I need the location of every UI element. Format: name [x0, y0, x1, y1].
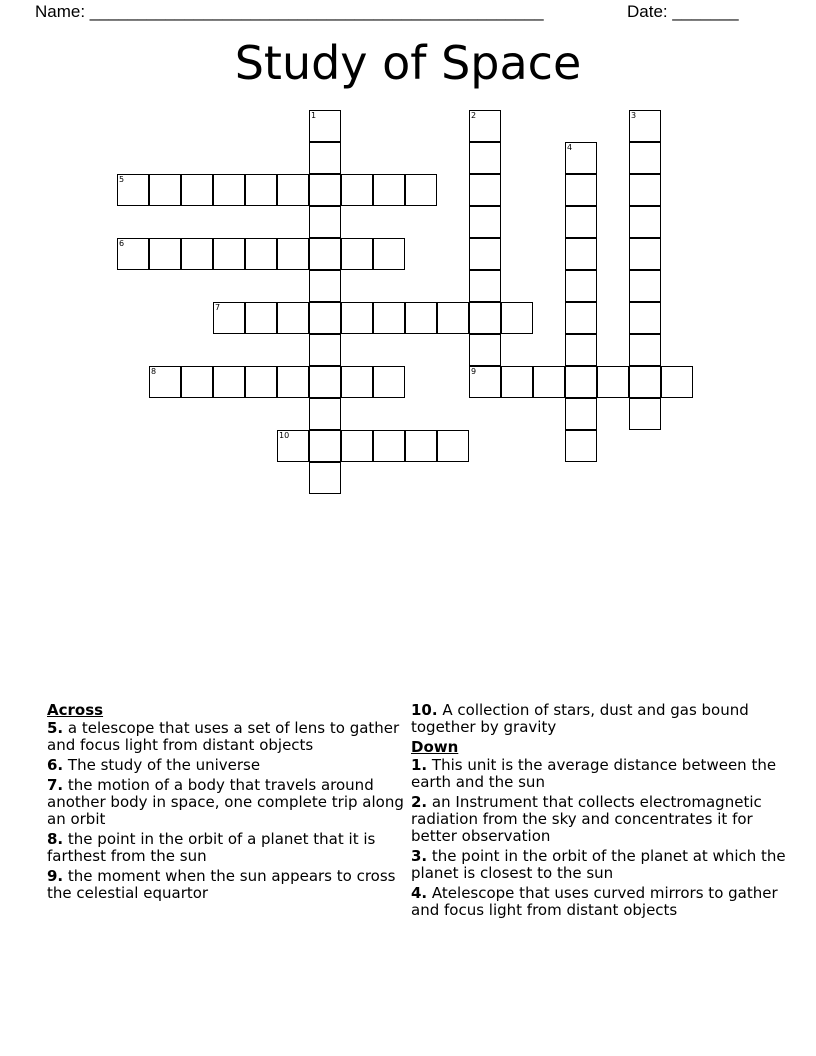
grid-cell[interactable] — [565, 206, 597, 238]
grid-cell[interactable] — [341, 302, 373, 334]
grid-cell[interactable] — [469, 142, 501, 174]
grid-cell[interactable] — [309, 462, 341, 494]
clues-column-left — [47, 702, 407, 905]
clue-down-1: 1. This unit is the average distance between the earth and the sun — [411, 756, 777, 791]
clue-number: 10 — [279, 431, 290, 440]
grid-cell[interactable] — [469, 334, 501, 366]
grid-cell[interactable] — [469, 174, 501, 206]
grid-cell[interactable] — [501, 366, 533, 398]
grid-cell[interactable] — [245, 174, 277, 206]
clue-number: 6 — [119, 239, 125, 248]
grid-cell[interactable] — [309, 238, 341, 270]
grid-cell[interactable] — [309, 110, 341, 142]
grid-cell[interactable] — [277, 238, 309, 270]
clue-across-8: 8. the point in the orbit of a planet that it is farthest from the sun — [47, 830, 376, 865]
grid-cell[interactable] — [341, 366, 373, 398]
grid-cell[interactable] — [373, 238, 405, 270]
grid-cell[interactable] — [629, 398, 661, 430]
grid-cell[interactable] — [629, 110, 661, 142]
clue-across-10: 10. A collection of stars, dust and gas bound together by gravity — [411, 701, 749, 736]
down-heading: Down — [411, 738, 459, 756]
clue-down-3: 3. the point in the orbit of the planet at which the planet is closest to the sun — [411, 847, 786, 882]
grid-cell[interactable] — [309, 206, 341, 238]
grid-cell[interactable] — [629, 334, 661, 366]
grid-cell[interactable] — [629, 206, 661, 238]
grid-cell[interactable] — [181, 174, 213, 206]
clue-number: 7 — [215, 303, 221, 312]
clue-across-9: 9. the moment when the sun appears to cross the celestial equartor — [47, 867, 396, 902]
page-title: Study of Space — [234, 36, 582, 90]
grid-cell[interactable] — [565, 238, 597, 270]
grid-cell[interactable] — [565, 398, 597, 430]
clues-column-right — [411, 702, 791, 922]
grid-cell[interactable] — [181, 366, 213, 398]
grid-cell[interactable] — [469, 206, 501, 238]
clue-number: 3 — [631, 111, 637, 120]
grid-cell[interactable] — [405, 302, 437, 334]
grid-cell[interactable] — [117, 238, 149, 270]
clue-number: 4 — [567, 143, 573, 152]
grid-cell[interactable] — [309, 366, 341, 398]
grid-cell[interactable] — [565, 270, 597, 302]
clue-number: 1 — [311, 111, 317, 120]
grid-cell[interactable] — [565, 430, 597, 462]
grid-cell[interactable] — [341, 238, 373, 270]
grid-cell[interactable] — [309, 142, 341, 174]
grid-cell[interactable] — [405, 174, 437, 206]
name-field[interactable]: Name: ________________________________________________ — [35, 2, 544, 21]
grid-cell[interactable] — [661, 366, 693, 398]
grid-cell[interactable] — [373, 174, 405, 206]
grid-cell[interactable] — [565, 142, 597, 174]
grid-cell[interactable] — [277, 174, 309, 206]
grid-cell[interactable] — [213, 174, 245, 206]
grid-cell[interactable] — [629, 142, 661, 174]
grid-cell[interactable] — [245, 302, 277, 334]
grid-cell[interactable] — [469, 366, 501, 398]
grid-cell[interactable] — [181, 238, 213, 270]
grid-cell[interactable] — [533, 366, 565, 398]
grid-cell[interactable] — [213, 302, 245, 334]
clue-number: 8 — [151, 367, 157, 376]
grid-cell[interactable] — [629, 366, 661, 398]
grid-cell[interactable] — [309, 398, 341, 430]
grid-cell[interactable] — [341, 430, 373, 462]
grid-cell[interactable] — [373, 430, 405, 462]
grid-cell[interactable] — [597, 366, 629, 398]
grid-cell[interactable] — [309, 302, 341, 334]
grid-cell[interactable] — [309, 430, 341, 462]
grid-cell[interactable] — [629, 270, 661, 302]
clue-number: 2 — [471, 111, 477, 120]
grid-cell[interactable] — [437, 430, 469, 462]
grid-cell[interactable] — [117, 174, 149, 206]
grid-cell[interactable] — [469, 270, 501, 302]
grid-cell[interactable] — [309, 334, 341, 366]
date-field[interactable]: Date: _______ — [627, 2, 739, 21]
grid-cell[interactable] — [277, 302, 309, 334]
across-heading: Across — [47, 701, 104, 719]
grid-cell[interactable] — [341, 174, 373, 206]
grid-cell[interactable] — [277, 366, 309, 398]
grid-cell[interactable] — [501, 302, 533, 334]
grid-cell[interactable] — [565, 174, 597, 206]
grid-cell[interactable] — [373, 366, 405, 398]
grid-cell[interactable] — [469, 302, 501, 334]
grid-cell[interactable] — [245, 366, 277, 398]
grid-cell[interactable] — [213, 238, 245, 270]
clue-number: 5 — [119, 175, 125, 184]
grid-cell[interactable] — [405, 430, 437, 462]
grid-cell[interactable] — [629, 302, 661, 334]
grid-cell[interactable] — [373, 302, 405, 334]
grid-cell[interactable] — [245, 238, 277, 270]
grid-cell[interactable] — [149, 174, 181, 206]
grid-cell[interactable] — [437, 302, 469, 334]
clue-number: 9 — [471, 367, 477, 376]
grid-cell[interactable] — [565, 334, 597, 366]
grid-cell[interactable] — [277, 430, 309, 462]
clue-down-4: 4. Atelescope that uses curved mirrors to gather and focus light from distant objects — [411, 884, 778, 919]
crossword-grid — [0, 0, 816, 520]
clue-across-7: 7. the motion of a body that travels around another body in space, one complete trip along an orbit — [47, 776, 404, 828]
clue-down-2: 2. an Instrument that collects electromagnetic radiation from the sky and concentrates it for better observation — [411, 793, 762, 845]
grid-cell[interactable] — [469, 110, 501, 142]
grid-cell[interactable] — [309, 174, 341, 206]
grid-cell[interactable] — [469, 238, 501, 270]
clue-across-5: 5. a telescope that uses a set of lens to gather and focus light from distant objects — [47, 719, 400, 754]
grid-cell[interactable] — [149, 238, 181, 270]
grid-cell[interactable] — [149, 366, 181, 398]
grid-cell[interactable] — [309, 270, 341, 302]
grid-cell[interactable] — [629, 238, 661, 270]
clue-across-6: 6. The study of the universe — [47, 756, 261, 774]
grid-cell[interactable] — [565, 302, 597, 334]
grid-cell[interactable] — [565, 366, 597, 398]
grid-cell[interactable] — [629, 174, 661, 206]
grid-cell[interactable] — [213, 366, 245, 398]
